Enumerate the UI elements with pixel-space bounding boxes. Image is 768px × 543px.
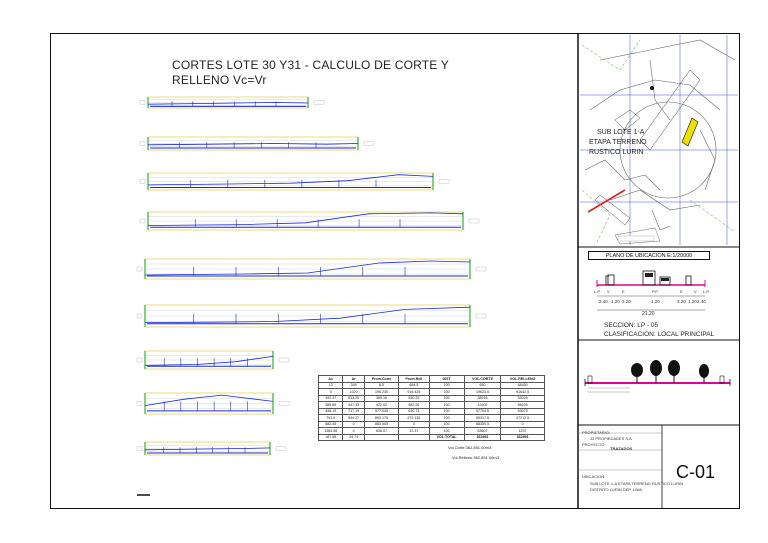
- table-cell: 544.27: [343, 415, 364, 422]
- table-cell: 447.33: [343, 402, 364, 409]
- table-cell: [399, 434, 429, 441]
- table-cell: 63607: [464, 428, 501, 435]
- ubicacion-label: UBICACION:: [582, 474, 606, 479]
- table-cell: 684.5: [399, 382, 429, 389]
- road-top-label: E: [622, 289, 625, 294]
- table-cell: 100: [429, 382, 464, 389]
- table-cell: 1084.56: [319, 428, 343, 435]
- table-cell: 650: [464, 382, 501, 389]
- table-cell: 68450: [501, 382, 545, 389]
- road-dim-label: 2.40: [599, 299, 608, 304]
- table-cell: 458.19: [319, 408, 343, 415]
- table-cell: [364, 434, 398, 441]
- volume-table-header-cell: VOL.RELLENO: [501, 376, 545, 383]
- volume-table-header-cell: Ac: [319, 376, 343, 383]
- table-cell: 422.02: [364, 402, 398, 409]
- road-dim-label: 3.20: [622, 299, 631, 304]
- table-cell: 389.16: [364, 395, 398, 402]
- table-cell: 58226: [501, 402, 545, 409]
- table-cell: 916.425: [399, 389, 429, 396]
- table-cell: 0: [501, 421, 545, 428]
- title-line-2: RELLENO Vc=Vr: [172, 73, 267, 87]
- volume-table-body: [319, 382, 545, 441]
- vol-corte-total: Vol.Corte:362,891.00m3: [448, 445, 492, 450]
- table-cell: 703.9: [319, 415, 343, 422]
- table-cell: 187.58: [319, 434, 343, 441]
- table-cell: 100: [429, 402, 464, 409]
- table-cell: 636.07: [364, 428, 398, 435]
- table-cell: 69317.5: [464, 415, 501, 422]
- table-cell: 392.47: [319, 395, 343, 402]
- table-cell: 577.045: [364, 408, 398, 415]
- owner-name: J3 PROPIEDADES S.A: [590, 436, 632, 441]
- table-cell: 362891: [464, 434, 501, 441]
- road-section-subtitle: CLASIFICACION: LOCAL PRINCIPAL: [604, 331, 715, 338]
- table-cell: 530.29: [399, 395, 429, 402]
- tree-icon: [631, 360, 709, 383]
- volume-table-header-cell: DIST: [429, 376, 464, 383]
- table-cell: 88350.5: [464, 421, 501, 428]
- table-cell: 6.5: [364, 382, 398, 389]
- road-top-label: L.P.: [703, 289, 710, 294]
- volume-table-header-cell: VOL.CORTE: [464, 376, 501, 383]
- table-cell: 272.135: [399, 415, 429, 422]
- table-cell: 100: [429, 408, 464, 415]
- table-cell: 0: [343, 428, 364, 435]
- table-row: [319, 434, 545, 441]
- table-cell: 63073: [501, 408, 545, 415]
- road-dim-label: 1.20: [688, 299, 697, 304]
- map-label-1: SUB LOTE 1-A: [597, 129, 645, 136]
- title-line-1: CORTES LOTE 30 Y31 - CALCULO DE CORTE Y: [172, 58, 450, 72]
- table-cell: 100: [429, 421, 464, 428]
- location-line-2: DISTRITO LURIN DEP. LIMA: [590, 487, 643, 492]
- road-top-label: E: [680, 289, 683, 294]
- volume-table-header-cell: Prom.Corte: [364, 376, 398, 383]
- propietario-label: PROPIETARIO:: [582, 430, 611, 435]
- proyecto-label: PROYECTO:: [582, 442, 606, 447]
- road-top-label: P.P.: [652, 289, 659, 294]
- table-cell: 100: [429, 415, 464, 422]
- table-cell: 38916: [464, 395, 501, 402]
- road-top-label: V: [694, 289, 697, 294]
- table-cell: VOL.TOTAL: [429, 434, 464, 441]
- road-section-title: SECCION: LP - 05: [604, 322, 659, 329]
- road-top-label: V: [607, 289, 610, 294]
- table-cell: 630.73: [399, 408, 429, 415]
- table-cell: 100: [429, 395, 464, 402]
- table-cell: 1020: [343, 389, 364, 396]
- road-dim-label: 1.20: [611, 299, 620, 304]
- table-cell: 883.505: [364, 421, 398, 428]
- table-cell: 0: [319, 389, 343, 396]
- table-cell: 693.175: [364, 415, 398, 422]
- map-label-2: ETAPA TERRENO: [589, 139, 647, 146]
- road-top-label: L.P.: [594, 289, 601, 294]
- map-caption-text: PLANO DE UBICACION E:1/20000: [605, 253, 693, 259]
- table-cell: 13: [319, 382, 343, 389]
- volume-table-header-cell: Ar: [343, 376, 364, 383]
- table-cell: 717.19: [343, 408, 364, 415]
- table-cell: 1237: [501, 428, 545, 435]
- sheet-code: C-01: [676, 462, 716, 482]
- map-label-3: RUSTICO LURIN: [589, 149, 644, 156]
- table-cell: 19623.5: [464, 389, 501, 396]
- volume-table-header-cell: Prom.Rell: [399, 376, 429, 383]
- table-cell: 362891: [501, 434, 545, 441]
- table-cell: 53029: [501, 395, 545, 402]
- road-dim-label: 2.40: [697, 299, 706, 304]
- table-cell: 682.45: [319, 421, 343, 428]
- table-cell: 100: [429, 389, 464, 396]
- road-dim-label: 1.20: [651, 299, 660, 304]
- road-total-dim: 21.20: [642, 311, 655, 317]
- table-cell: 613.25: [343, 395, 364, 402]
- location-line-1: SUB LOTE 1-A ETAPA TERRENO RUSTICO LURIN: [590, 481, 684, 486]
- table-cell: 27213.5: [501, 415, 545, 422]
- table-cell: 385.85: [319, 402, 343, 409]
- volume-table: [318, 375, 545, 441]
- table-cell: 42202: [464, 402, 501, 409]
- table-cell: 12.37: [399, 428, 429, 435]
- table-cell: 0: [343, 421, 364, 428]
- table-cell: 349: [343, 382, 364, 389]
- table-cell: 196.235: [364, 389, 398, 396]
- vol-relleno-total: Vol.Relleno:362,891.00m3: [452, 455, 499, 460]
- table-cell: 582.26: [399, 402, 429, 409]
- project-name: TRAZADOS: [610, 446, 633, 451]
- road-dim-label: 3.20: [677, 299, 686, 304]
- table-cell: 91642.5: [501, 389, 545, 396]
- table-cell: 100: [429, 428, 464, 435]
- table-cell: 24.74: [343, 434, 364, 441]
- table-cell: 57704.5: [464, 408, 501, 415]
- table-cell: 0: [399, 421, 429, 428]
